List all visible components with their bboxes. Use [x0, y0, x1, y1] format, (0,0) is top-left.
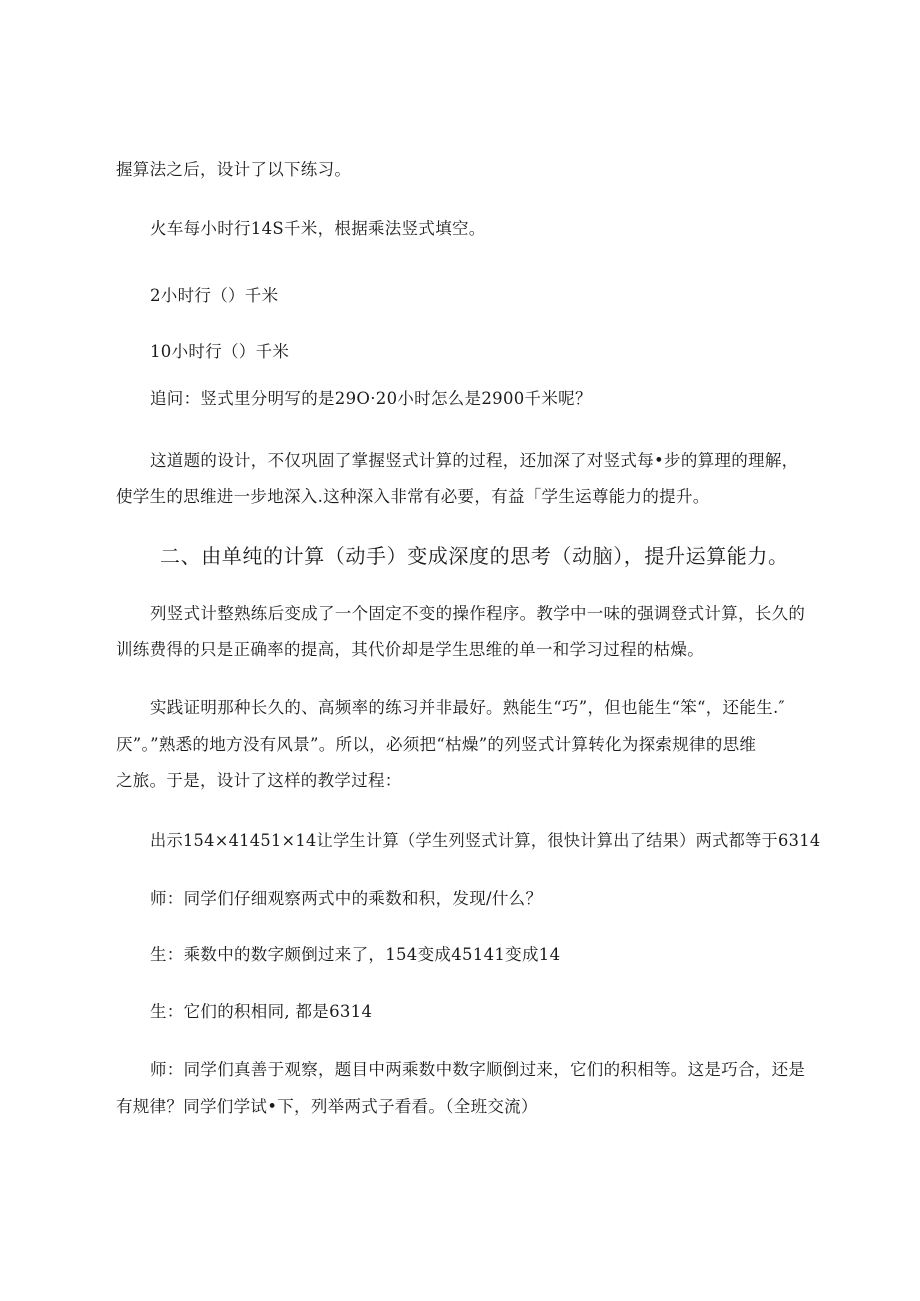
text-line: 2小时行（）千米	[150, 286, 279, 305]
text-line: 生：它们的积相同, 都是6314	[150, 1002, 373, 1021]
text-line: 这道题的设计，不仅巩固了掌握竖式计算的过程，还加深了对竖式每•步的算理的理解，	[150, 451, 799, 470]
text-line: 火车每小时行14S千米，根据乘法竖式填空。	[150, 219, 486, 238]
text-line: 厌”。”熟悉的地方没有风景”。所以，必须把“枯燥”的列竖式计算转化为探索规律的思维	[116, 735, 757, 754]
text-line: 握算法之后，设计了以下练习。	[116, 160, 352, 179]
text-line: 追问：竖式里分明写的是29O·20小时怎么是2900千米呢？	[150, 389, 592, 408]
text-line: 列竖式计整熟练后变成了一个固定不变的操作程序。教学中一味的强调登式计算，长久的	[150, 604, 806, 623]
text-line: 生：乘数中的数字颇倒过来了，154变成45141变成14	[150, 945, 561, 964]
text-line: 师：同学们仔细观察两式中的乘数和积，发现/什么？	[150, 889, 543, 908]
text-line: 使学生的思维进一步地深入.这种深入非常有必要，有益「学生运尊能力的提升。	[116, 487, 710, 506]
text-line: 实践证明那种长久的、高频率的练习并非最好。熟能生“巧”，但也能生“笨“，还能生.″	[150, 698, 785, 717]
text-line: 有规律？同学们学试•下，列举两式子看看。（全班交流）	[116, 1097, 538, 1116]
text-line: 之旅。于是，设计了这样的教学过程：	[116, 771, 402, 790]
text-line: 出示154×41451×14让学生计算（学生列竖式计算，很快计算出了结果）两式都等于6314	[150, 831, 821, 850]
section-heading: 二、由单纯的计算（动手）变成深度的思考（动脑），提升运算能力。	[160, 544, 789, 568]
text-line: 训练费得的只是正确率的提高，其代价却是学生思维的单一和学习过程的枯燥。	[116, 640, 704, 659]
text-line: 师：同学们真善于观察，题目中两乘数中数字顺倒过来，它们的积相等。这是巧合，还是	[150, 1060, 806, 1079]
text-line: 10小时行（）千米	[150, 342, 290, 361]
